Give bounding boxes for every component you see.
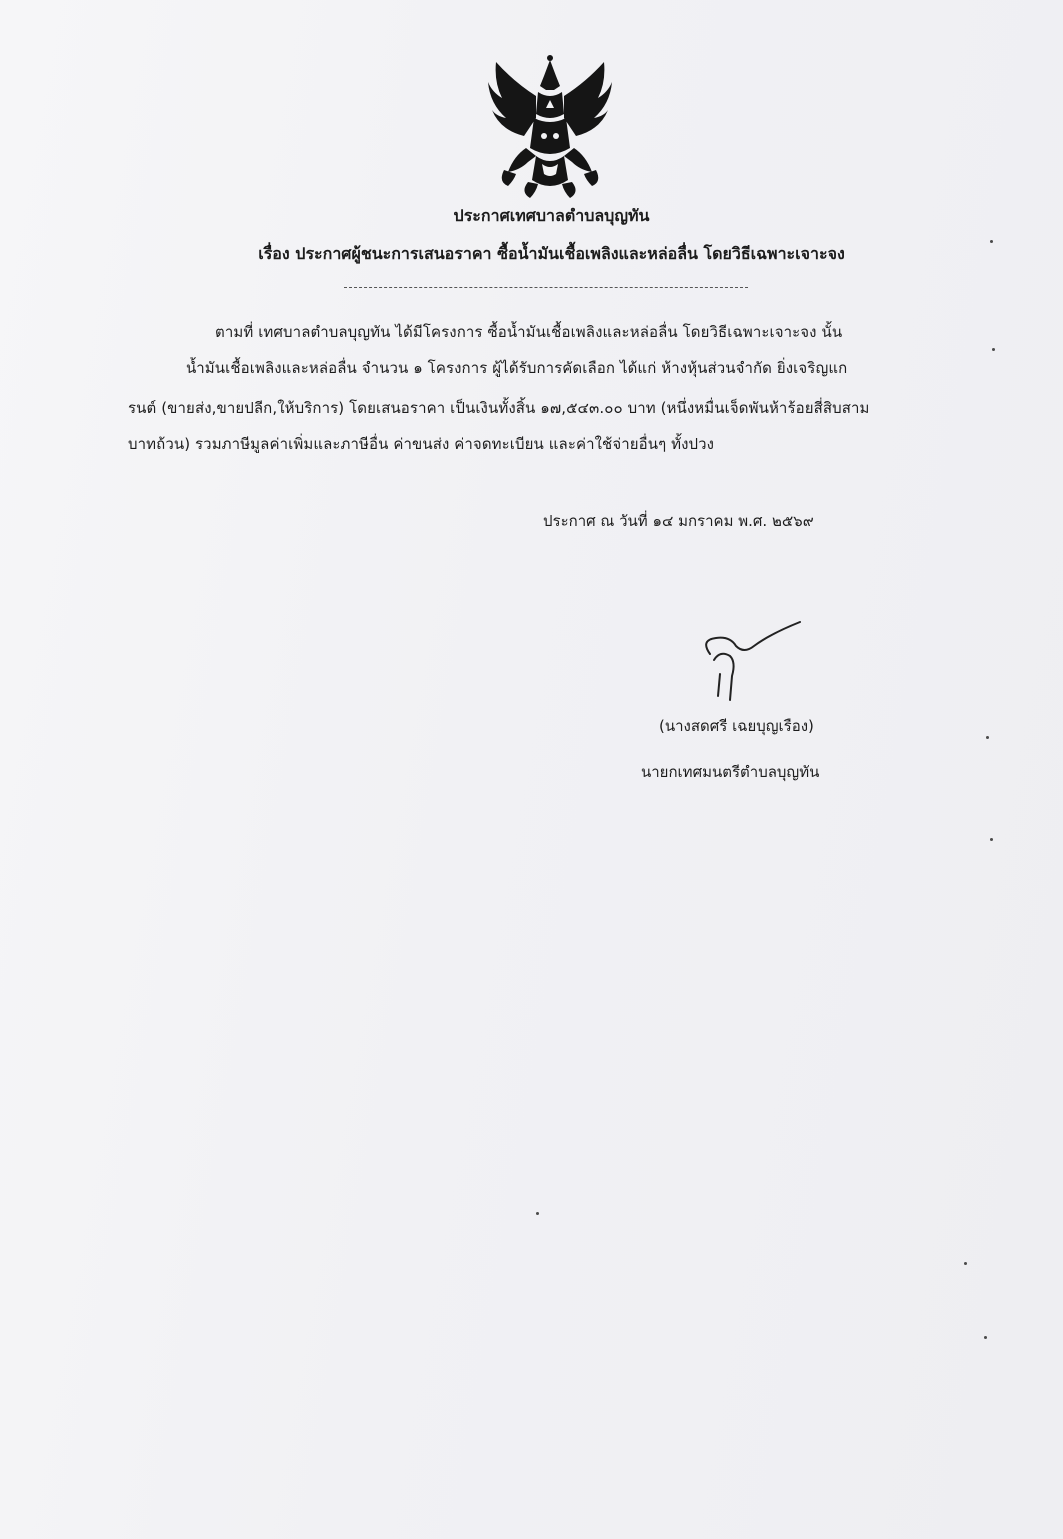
body-line: น้ำมันเชื้อเพลิงและหล่อลื่น จำนวน ๑ โครงการ ผู้ได้รับการคัดเลือก ได้แก่ ห้างหุ้นส่วนจำกัด ยิ่งเจริญแก: [186, 359, 848, 377]
document-subject: เรื่อง ประกาศผู้ชนะการเสนอราคา ซื้อน้ำมันเชื้อเพลิงและหล่อลื่น โดยวิธีเฉพาะเจาะจง: [258, 244, 845, 263]
paper-speck: [986, 736, 989, 739]
signer-name: (นางสดศรี เฉยบุญเรือง): [659, 717, 814, 735]
paper-speck: [990, 240, 993, 243]
document-title: ประกาศเทศบาลตำบลบุญทัน: [453, 206, 650, 225]
paper-speck: [990, 838, 993, 841]
paper-speck: [992, 348, 995, 351]
body-line: รนต์ (ขายส่ง,ขายปลีก,ให้บริการ) โดยเสนอราคา เป็นเงินทั้งสิ้น ๑๗,๕๔๓.๐๐ บาท (หนึ่งหมื่นเจ็ดพันห้าร้อยสี่สิบสาม: [128, 399, 870, 417]
announcement-date: ประกาศ ณ วันที่ ๑๔ มกราคม พ.ศ. ๒๕๖๙: [543, 512, 814, 530]
paper-speck: [984, 1336, 987, 1339]
signer-position: นายกเทศมนตรีตำบลบุญทัน: [641, 763, 820, 781]
body-line: ตามที่ เทศบาลตำบลบุญทัน ได้มีโครงการ ซื้อน้ำมันเชื้อเพลิงและหล่อลื่น โดยวิธีเฉพาะเจาะจง นั้น: [215, 323, 843, 341]
handwritten-signature: [690, 610, 820, 710]
title-separator: [344, 287, 748, 288]
paper-speck: [536, 1212, 539, 1215]
body-line: บาทถ้วน) รวมภาษีมูลค่าเพิ่มและภาษีอื่น ค่าขนส่ง ค่าจดทะเบียน และค่าใช้จ่ายอื่นๆ ทั้งปวง: [128, 435, 715, 453]
garuda-emblem-icon: [484, 52, 616, 200]
paper-speck: [964, 1262, 967, 1265]
